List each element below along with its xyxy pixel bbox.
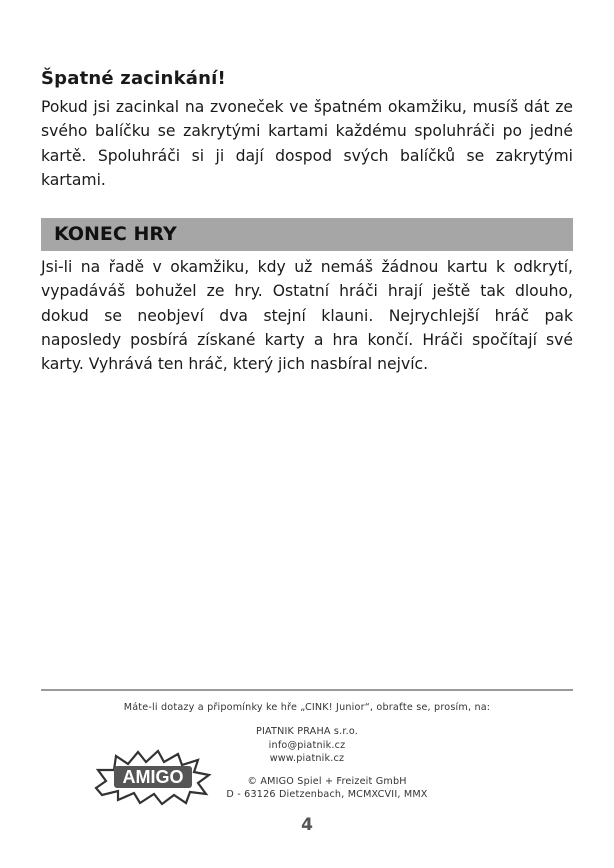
amigo-logo-text: AMIGO (122, 767, 184, 787)
penalty-paragraph: Pokud jsi zacinkal na zvoneček ve špatném okamžiku, musíš dát ze svého balíčku se zakrytými kartami každému spoluhráči po jedné kartě. Spoluhráči si ji dají dospod svých balíčků se zakrytými kartami. (41, 98, 573, 189)
copyright-line: © AMIGO Spiel + Freizeit GmbH (247, 776, 407, 787)
footer-divider (41, 689, 573, 691)
page-number: 4 (301, 815, 313, 835)
contact-question: Máte-li dotazy a připomínky ke hře „CINK! Junior“, obraťte se, prosím, na: (123, 702, 491, 713)
publisher-name: PIATNIK PRAHA s.r.o. (255, 726, 358, 737)
end-game-heading: KONEC HRY (54, 223, 177, 245)
publisher-web: www.piatnik.cz (269, 753, 345, 764)
address-line: D - 63126 Dietzenbach, MCMXCVII, MMX (226, 789, 428, 800)
publisher-email: info@piatnik.cz (268, 740, 346, 751)
section-header-bar (41, 218, 573, 251)
penalty-heading: Špatné zacinkání! (41, 68, 226, 89)
end-game-paragraph: Jsi-li na řadě v okamžiku, kdy už nemáš žádnou kartu k odkrytí, vypadáváš bohužel ze hry. Ostatní hráči hrají ještě tak dlouho, dokud se neobjeví dva stejní klauni. Nejrychlejší hráč pak naposledy posbírá získané karty a hra končí. Hráči spočítají své karty. Vyhrává ten hráč, který jich nasbíral nejvíc. (41, 258, 573, 374)
